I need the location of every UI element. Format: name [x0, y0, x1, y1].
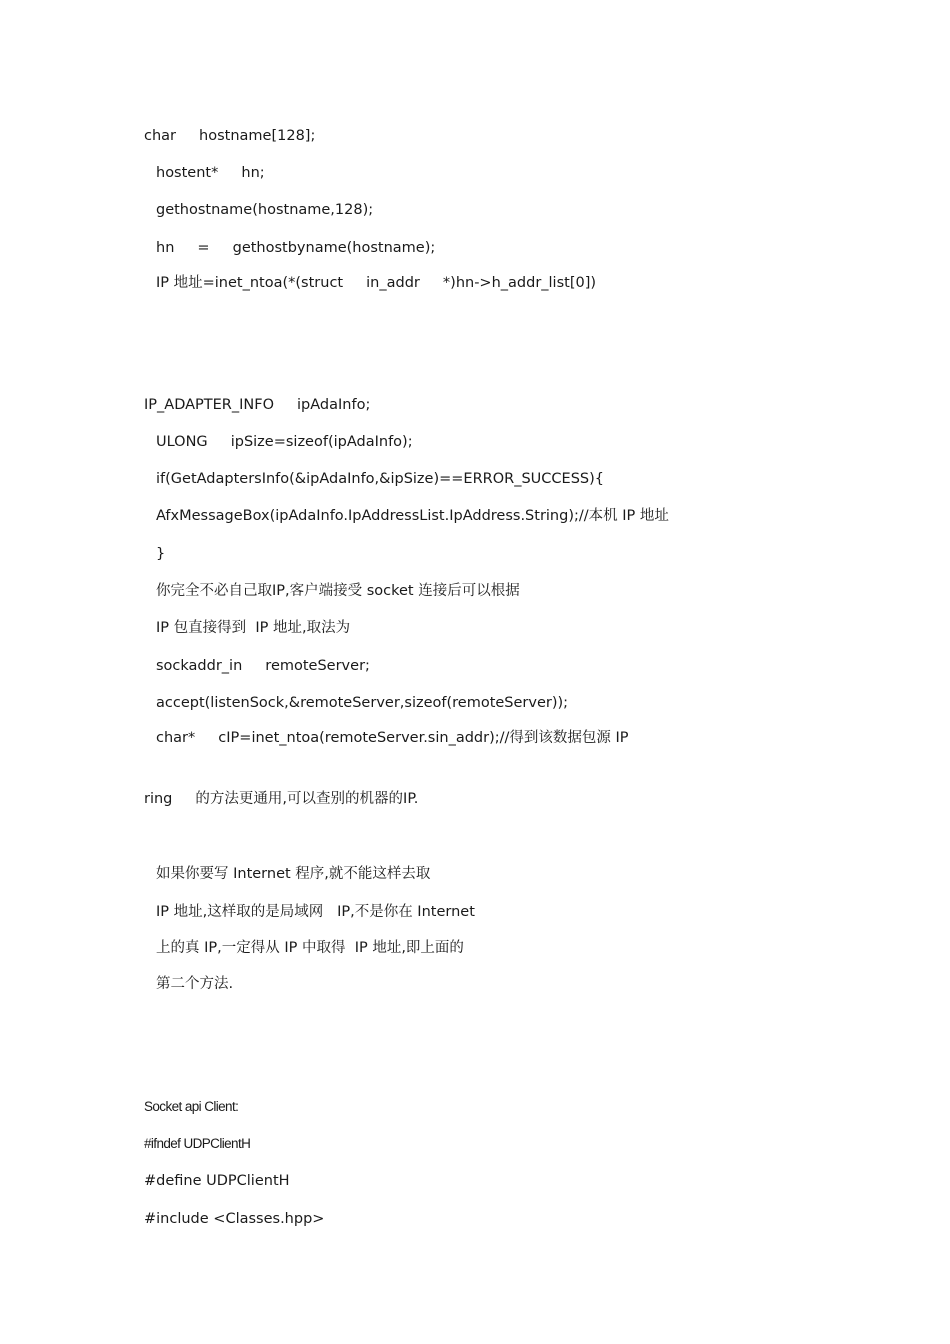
text-line: 第二个方法.	[156, 976, 234, 992]
code-line: IP_ADAPTER_INFO ipAdaInfo;	[144, 397, 371, 413]
code-line: gethostname(hostname,128);	[156, 202, 374, 218]
text-line: 如果你要写 Internet 程序,就不能这样去取	[156, 866, 431, 882]
text-line: Socket api Client:	[144, 1099, 239, 1114]
text-line: 上的真 IP,一定得从 IP 中取得 IP 地址,即上面的	[156, 940, 464, 956]
code-line: IP 地址=inet_ntoa(*(struct in_addr *)hn->h_addr_list[0])	[156, 275, 597, 291]
text-line: ring 的方法更通用,可以查别的机器的IP.	[144, 791, 419, 807]
code-line: #define UDPClientH	[144, 1173, 290, 1189]
text-line: IP 地址,这样取的是局域网 IP,不是你在 Internet	[156, 904, 475, 920]
code-line: #ifndef UDPClientH	[144, 1136, 251, 1151]
text-line: IP 包直接得到 IP 地址,取法为	[156, 620, 351, 636]
code-line: char hostname[128];	[144, 128, 316, 144]
code-line: #include <Classes.hpp>	[144, 1211, 325, 1227]
code-line: hostent* hn;	[156, 165, 265, 181]
code-line: sockaddr_in remoteServer;	[156, 658, 370, 674]
code-line: }	[156, 546, 166, 562]
code-line: AfxMessageBox(ipAdaInfo.IpAddressList.IpAddress.String);//本机 IP 地址	[156, 508, 669, 524]
text-line: 你完全不必自己取IP,客户端接受 socket 连接后可以根据	[156, 583, 520, 599]
code-line: ULONG ipSize=sizeof(ipAdaInfo);	[156, 434, 413, 450]
code-line: if(GetAdaptersInfo(&ipAdaInfo,&ipSize)==ERROR_SUCCESS){	[156, 471, 604, 487]
code-line: accept(listenSock,&remoteServer,sizeof(remoteServer));	[156, 695, 569, 711]
code-line: char* cIP=inet_ntoa(remoteServer.sin_addr);//得到该数据包源 IP	[156, 730, 629, 746]
code-line: hn = gethostbyname(hostname);	[156, 240, 436, 256]
